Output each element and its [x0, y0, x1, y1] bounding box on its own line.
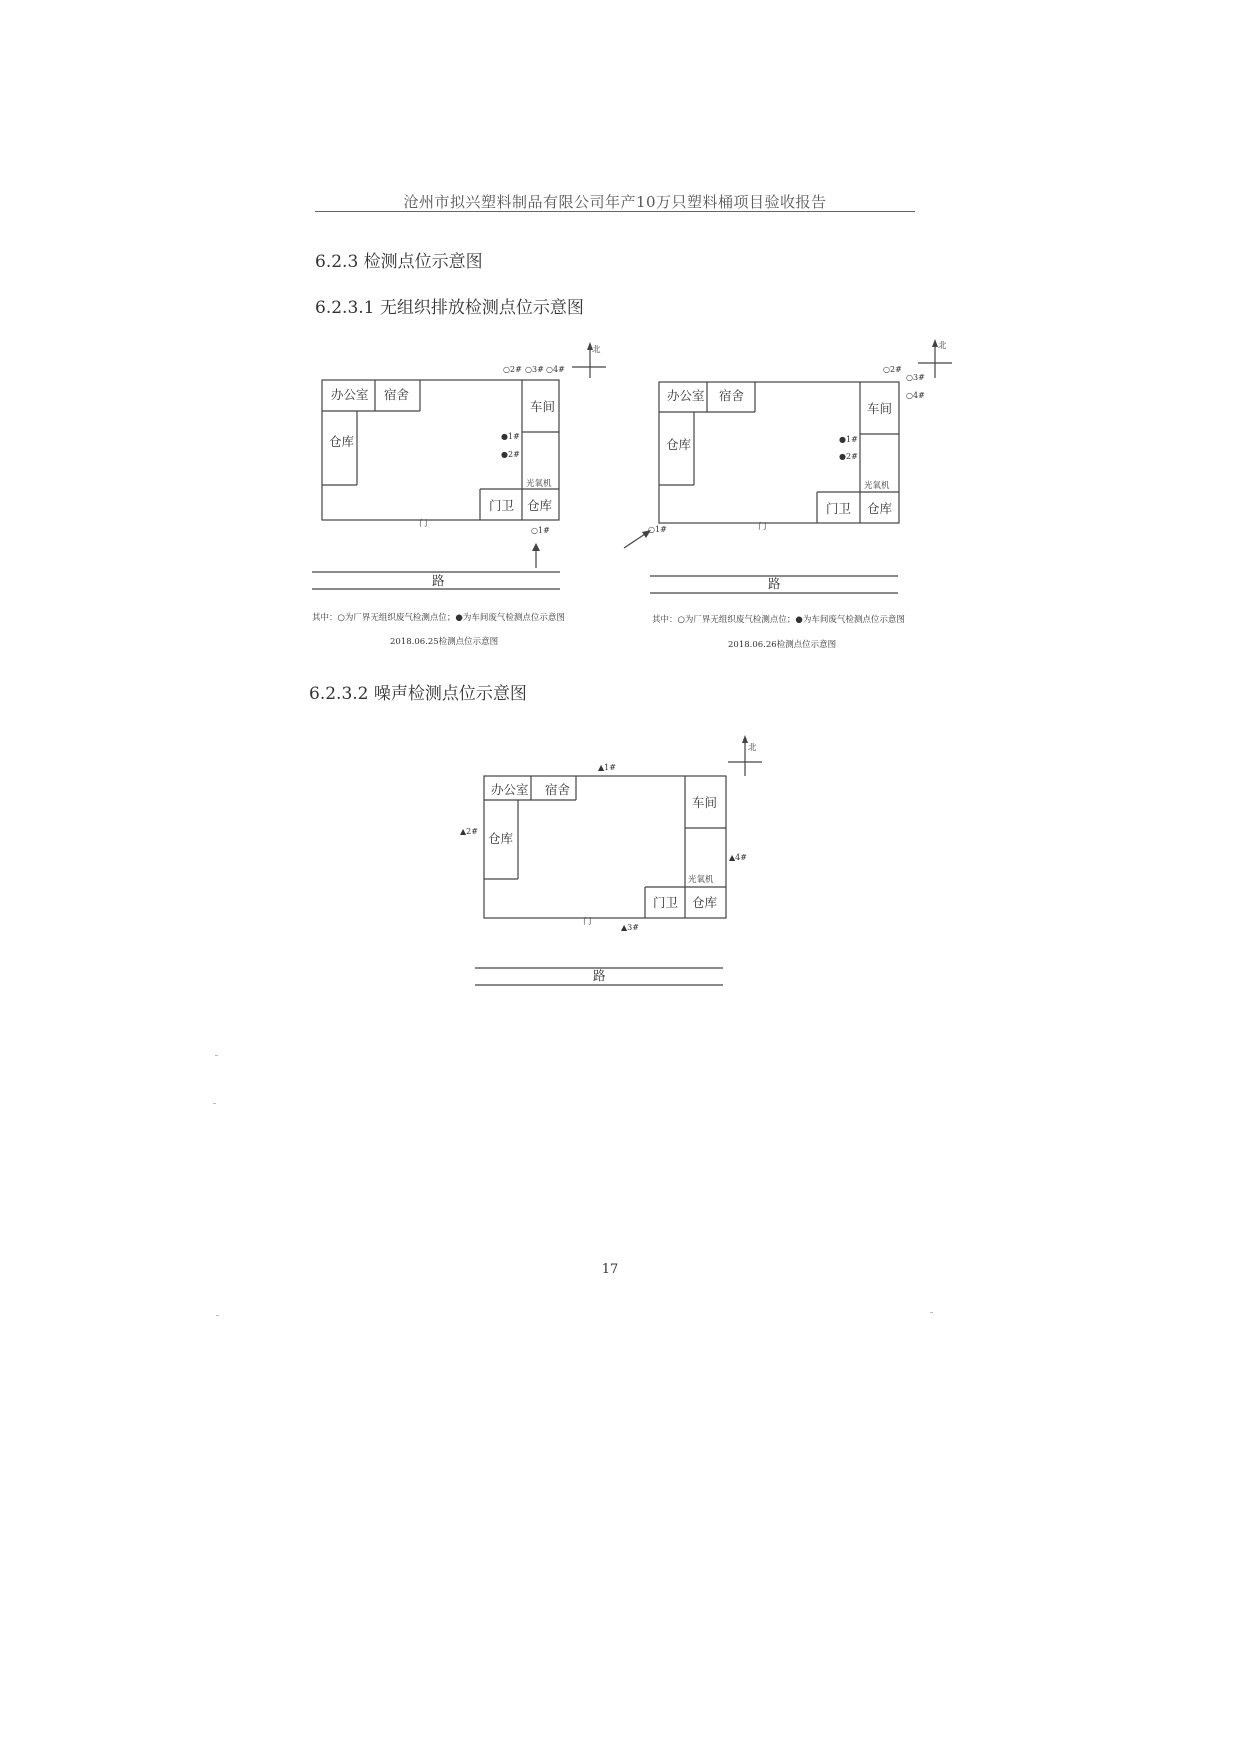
noise-point-2: ▲2#: [460, 827, 478, 836]
page-header-title: 沧州市拟兴塑料制品有限公司年产10万只塑料桶项目验收报告: [403, 193, 827, 211]
boundary-point-2: ○2#: [883, 365, 902, 374]
gate-label: 门: [583, 917, 592, 927]
room-office: 办公室: [667, 388, 705, 403]
section-heading-noise: 6.2.3.2 噪声检测点位示意图: [309, 684, 527, 704]
workshop-point-1: ●1#: [839, 435, 858, 444]
room-warehouse-right: 仓库: [527, 498, 553, 513]
room-warehouse-right: 仓库: [692, 895, 718, 910]
plant-boundary: [484, 776, 726, 918]
room-dorm: 宿舍: [545, 782, 571, 797]
road-label: 路: [768, 576, 781, 591]
scan-speck: [215, 1055, 218, 1056]
boundary-point-3: ○3#: [906, 373, 925, 382]
room-guard: 门卫: [826, 501, 852, 516]
room-guard: 门卫: [653, 895, 679, 910]
legend-note: 其中：○为厂界无组织废气检测点位；●为车间废气检测点位示意图: [312, 613, 565, 623]
room-workshop: 车间: [867, 401, 893, 416]
noise-point-4: ▲4#: [729, 853, 747, 862]
page-number: 17: [601, 1262, 619, 1277]
room-workshop: 车间: [530, 399, 556, 414]
noise-point-1: ▲1#: [598, 763, 616, 772]
boundary-point-1: ○1#: [648, 525, 667, 534]
gate-label: 门: [419, 519, 428, 529]
scan-speck: [930, 1312, 933, 1313]
gate-label: 门: [758, 522, 767, 532]
date-caption: 2018.06.26检测点位示意图: [728, 640, 837, 650]
workshop-point-1: ●1#: [501, 432, 520, 441]
room-office: 办公室: [331, 387, 369, 402]
north-label: 北: [748, 743, 757, 753]
boundary-point-1: ○1#: [531, 526, 550, 535]
scan-speck: [216, 1315, 219, 1316]
workshop-point-2: ●2#: [839, 452, 858, 461]
boundary-point-2: ○2#: [503, 365, 522, 374]
room-dorm: 宿舍: [719, 388, 745, 403]
boundary-point-4: ○4#: [546, 365, 565, 374]
road-label: 路: [593, 968, 606, 983]
workshop-point-2: ●2#: [501, 450, 520, 459]
scan-speck: [213, 1103, 216, 1104]
date-caption: 2018.06.25检测点位示意图: [390, 637, 499, 647]
room-guard: 门卫: [489, 498, 515, 513]
noise-point-3: ▲3#: [621, 923, 639, 932]
road-label: 路: [432, 573, 445, 588]
room-warehouse-left: 仓库: [488, 831, 514, 846]
room-machine: 光氧机: [526, 479, 552, 489]
room-office: 办公室: [491, 782, 529, 797]
north-label: 北: [592, 345, 601, 355]
room-machine: 光氧机: [688, 875, 714, 885]
room-dorm: 宿舍: [384, 387, 410, 402]
section-heading-monitoring-points: 6.2.3 检测点位示意图: [315, 252, 483, 272]
boundary-point-3: ○3#: [525, 365, 544, 374]
room-warehouse-right: 仓库: [867, 501, 893, 516]
legend-note: 其中：○为厂界无组织废气检测点位；●为车间废气检测点位示意图: [652, 615, 905, 625]
north-label: 北: [938, 341, 947, 351]
room-warehouse-left: 仓库: [329, 434, 355, 449]
room-warehouse-left: 仓库: [666, 437, 692, 452]
boundary-point-4: ○4#: [906, 391, 925, 400]
room-workshop: 车间: [692, 795, 718, 810]
room-machine: 光氧机: [864, 481, 890, 491]
section-heading-fugitive-emission: 6.2.3.1 无组织排放检测点位示意图: [315, 298, 584, 318]
